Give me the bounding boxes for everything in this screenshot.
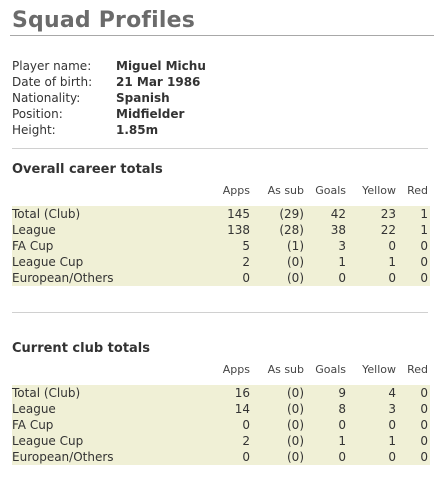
goals-value: 0: [306, 417, 348, 433]
as-sub-value: (1): [252, 238, 306, 254]
red-value: 0: [398, 238, 430, 254]
as-sub-value: (0): [252, 254, 306, 270]
as-sub-value: (0): [252, 417, 306, 433]
competition-name: Total (Club): [12, 385, 166, 401]
table-row: [12, 449, 430, 465]
header-apps: Apps: [222, 363, 250, 376]
yellow-value: 0: [348, 270, 398, 286]
red-value: 1: [398, 206, 430, 222]
yellow-value: 4: [348, 385, 398, 401]
table-row: [12, 417, 430, 433]
career-totals-title: Overall career totals: [12, 162, 163, 177]
header-red: Red: [407, 184, 428, 197]
goals-value: 1: [306, 433, 348, 449]
apps-value: 145: [166, 206, 252, 222]
profile-label: Nationality:: [12, 91, 81, 105]
goals-value: 3: [306, 238, 348, 254]
header-apps: Apps: [222, 184, 250, 197]
yellow-value: 23: [348, 206, 398, 222]
apps-value: 0: [166, 270, 252, 286]
profile-label: Player name:: [12, 59, 92, 73]
goals-value: 0: [306, 270, 348, 286]
table-header-row: [12, 184, 430, 206]
red-value: 0: [398, 270, 430, 286]
profile-row-dob: [12, 74, 206, 90]
red-value: 0: [398, 417, 430, 433]
profile-label: Position:: [12, 107, 63, 121]
competition-name: League Cup: [12, 433, 166, 449]
table-row: [12, 401, 430, 417]
red-value: 0: [398, 433, 430, 449]
goals-value: 8: [306, 401, 348, 417]
header-blank: [12, 363, 166, 385]
apps-value: 5: [166, 238, 252, 254]
competition-name: European/Others: [12, 449, 166, 465]
section-divider: [12, 148, 428, 149]
club-totals-title: Current club totals: [12, 341, 151, 356]
page-title: Squad Profiles: [12, 8, 196, 33]
competition-name: FA Cup: [12, 417, 166, 433]
player-profile: [12, 58, 206, 138]
red-value: 0: [398, 401, 430, 417]
apps-value: 138: [166, 222, 252, 238]
competition-name: Total (Club): [12, 206, 166, 222]
red-value: 0: [398, 385, 430, 401]
competition-name: FA Cup: [12, 238, 166, 254]
apps-value: 16: [166, 385, 252, 401]
yellow-value: 22: [348, 222, 398, 238]
profile-row-height: [12, 122, 206, 138]
header-goals: Goals: [315, 363, 346, 376]
profile-label: Height:: [12, 123, 56, 137]
competition-name: League: [12, 222, 166, 238]
header-yellow: Yellow: [362, 184, 396, 197]
table-row: [12, 433, 430, 449]
as-sub-value: (0): [252, 270, 306, 286]
as-sub-value: (28): [252, 222, 306, 238]
table-row: [12, 238, 430, 254]
goals-value: 42: [306, 206, 348, 222]
yellow-value: 1: [348, 433, 398, 449]
header-as-sub: As sub: [267, 184, 304, 197]
table-row: [12, 385, 430, 401]
yellow-value: 0: [348, 238, 398, 254]
competition-name: League: [12, 401, 166, 417]
nationality: Spanish: [116, 91, 170, 105]
goals-value: 38: [306, 222, 348, 238]
header-as-sub: As sub: [267, 363, 304, 376]
table-row: [12, 222, 430, 238]
as-sub-value: (0): [252, 401, 306, 417]
red-value: 0: [398, 254, 430, 270]
profile-row-position: [12, 106, 206, 122]
apps-value: 0: [166, 449, 252, 465]
profile-row-name: [12, 58, 206, 74]
yellow-value: 0: [348, 417, 398, 433]
apps-value: 14: [166, 401, 252, 417]
as-sub-value: (0): [252, 449, 306, 465]
table-row: [12, 254, 430, 270]
table-row: [12, 206, 430, 222]
height: 1.85m: [116, 123, 159, 137]
section-divider: [12, 312, 428, 313]
as-sub-value: (0): [252, 433, 306, 449]
header-red: Red: [407, 363, 428, 376]
player-name: Miguel Michu: [116, 59, 206, 73]
yellow-value: 1: [348, 254, 398, 270]
goals-value: 9: [306, 385, 348, 401]
as-sub-value: (29): [252, 206, 306, 222]
as-sub-value: (0): [252, 385, 306, 401]
apps-value: 2: [166, 433, 252, 449]
table-header-row: [12, 363, 430, 385]
position: Midfielder: [116, 107, 185, 121]
competition-name: League Cup: [12, 254, 166, 270]
apps-value: 2: [166, 254, 252, 270]
red-value: 1: [398, 222, 430, 238]
yellow-value: 0: [348, 449, 398, 465]
apps-value: 0: [166, 417, 252, 433]
competition-name: European/Others: [12, 270, 166, 286]
career-totals-table: [12, 184, 430, 286]
header-blank: [12, 184, 166, 206]
profile-row-nationality: [12, 90, 206, 106]
club-totals-table: [12, 363, 430, 465]
goals-value: 0: [306, 449, 348, 465]
header-goals: Goals: [315, 184, 346, 197]
red-value: 0: [398, 449, 430, 465]
goals-value: 1: [306, 254, 348, 270]
profile-label: Date of birth:: [12, 75, 93, 89]
header-yellow: Yellow: [362, 363, 396, 376]
title-divider: [10, 35, 434, 36]
yellow-value: 3: [348, 401, 398, 417]
date-of-birth: 21 Mar 1986: [116, 75, 201, 89]
table-row: [12, 270, 430, 286]
